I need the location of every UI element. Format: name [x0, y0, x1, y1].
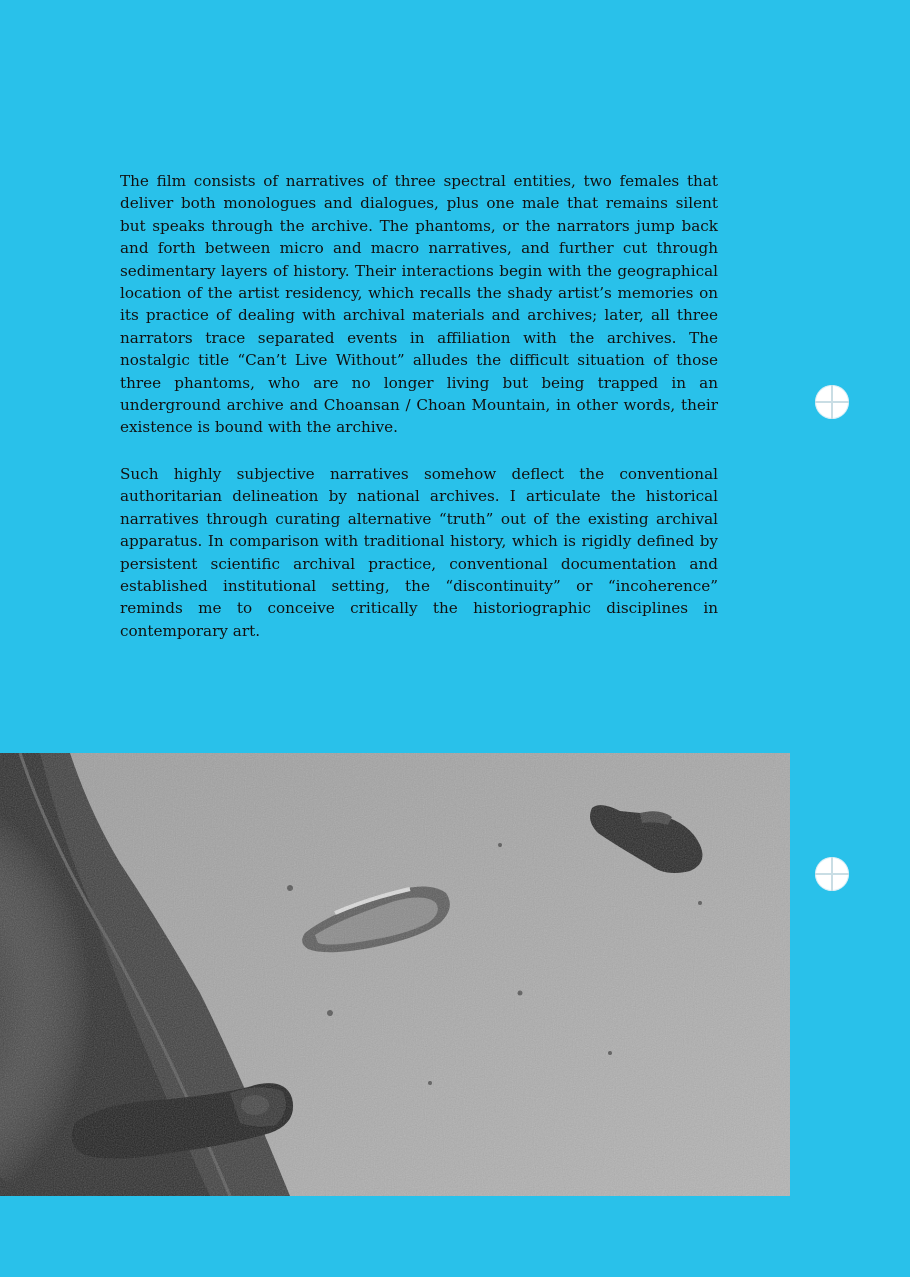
- binder-hole-upper: [815, 385, 849, 419]
- body-text: [120, 170, 718, 666]
- photo-shoes-on-pavement: [0, 753, 790, 1196]
- paragraph-1: The film consists of narratives of three spectral entities, two females that deliver both monologues and dialogues, plus one male that remains silent but speaks through the archive. The phantoms, or the narrators jump back and forth between micro and macro narratives, and further cut through sedimentary layers of history. Their interactions begin with the geographical location of the artist residency, which recalls the shady artist’s memories on its practice of dealing with archival materials and archives; later, all three narrators trace separated events in affiliation with the archives. The nostalgic title “Can’t Live Without” alludes the difficult situation of those three phantoms, who are no longer living but being trapped in an underground archive and Choansan / Choan Mountain, in other words, their existence is bound with the archive.: [120, 172, 718, 437]
- photo-image: [0, 753, 790, 1196]
- film-grain: [0, 753, 790, 1196]
- paragraph-2: Such highly subjective narratives somehow deflect the conventional authoritarian delineation by national archives. I articulate the historical narratives through curating alternative “truth” out of the existing archival apparatus. In comparison with traditional history, which is rigidly defined by persistent scientific archival practice, conventional documentation and established institutional setting, the “discontinuity” or “incoherence” reminds me to conceive critically the historiographic disciplines in contemporary art.: [120, 464, 718, 640]
- binder-hole-lower: [815, 857, 849, 891]
